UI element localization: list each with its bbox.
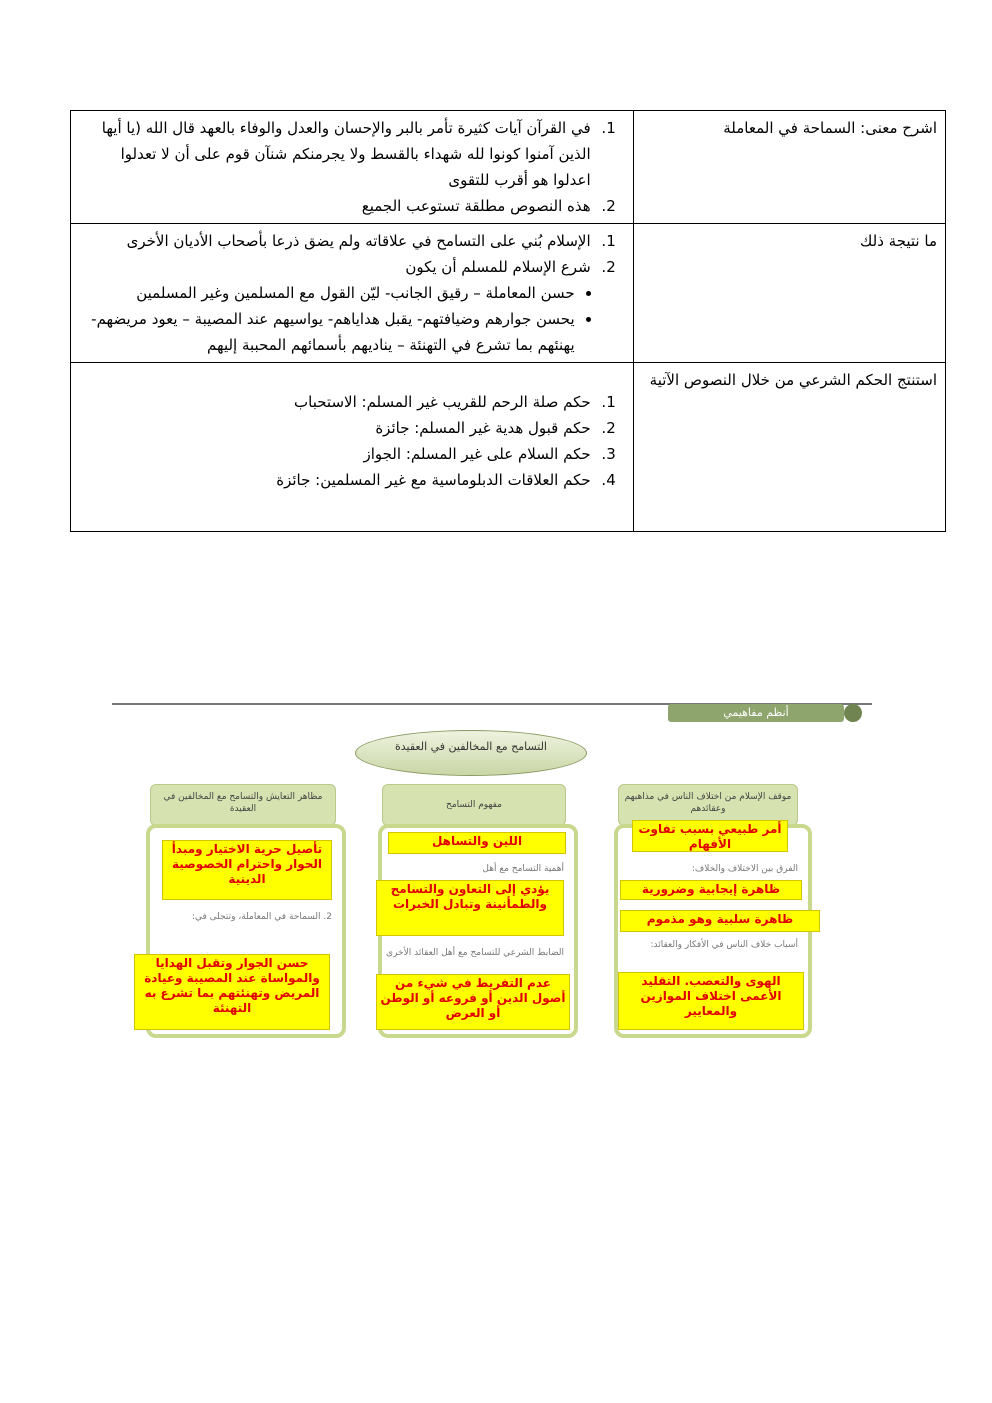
table-row — [71, 363, 946, 532]
highlight-answer: اللين والتساهل — [388, 832, 566, 854]
highlight-answer: ظاهرة سلبية وهو مذموم — [620, 910, 820, 932]
highlight-answer: تأصيل حرية الاختيار ومبدأ الحوار واحترام الخصوصية الدينية — [162, 840, 332, 900]
concept-map-brand: أنظم مفاهيمي — [668, 704, 844, 722]
header-right: موقف الإسلام من اختلاف الناس في مذاهبهم وعقائدهم — [618, 784, 798, 826]
answer-item: 1. الإسلام بُني على التسامح في علاقاته ولم يضق ذرعا بأصحاب الأديان الأخرى — [79, 228, 597, 254]
faint-text: 2. السماحة في المعاملة، وتتجلى في: — [191, 912, 332, 922]
header-left: مظاهر التعايش والتسامح مع المخالفين في العقيدة — [150, 784, 336, 826]
faint-text: الضابط الشرعي للتسامح مع أهل العقائد الأخرى — [386, 948, 564, 958]
question-text: اشرح معنى: السماحة في المعاملة — [723, 119, 937, 137]
answer-item — [79, 254, 597, 280]
faint-text: أهمية التسامح مع أهل — [482, 864, 564, 874]
answer-item-text: شرع الإسلام للمسلم أن يكون — [405, 258, 591, 276]
question-text: ما نتيجة ذلك — [860, 232, 937, 250]
faint-text: الفرق بين الاختلاف والخلاف: — [691, 864, 798, 874]
bullet-item: • حسن المعاملة – رقيق الجانب- ليّن القول مع المسلمين وغير المسلمين — [79, 280, 575, 306]
highlight-answer: ظاهرة إيجابية وضرورية — [620, 880, 802, 900]
highlight-answer: عدم التفريط في شيء من أصول الدين أو فروعه أو الوطن أو العرض — [376, 974, 570, 1030]
highlight-answer: أمر طبيعي بسبب تفاوت الأفهام — [632, 820, 788, 852]
gear-icon — [844, 704, 862, 722]
answer-item: 1. في القرآن آيات كثيرة تأمر بالبر والإحسان والعدل والوفاء بالعهد قال الله (يا أيها الذين آمنوا كونوا لله شهداء بالقسط ولا يجرمنكم شنآن قوم على أن لا تعدلوا اعدلوا هو أقرب للتقوى — [79, 115, 597, 193]
question-cell — [633, 363, 945, 532]
question-cell — [633, 111, 945, 224]
highlight-answer: يؤدي إلى التعاون والتسامح والطمأنينة وتبادل الخبرات — [376, 880, 564, 936]
qa-table — [70, 110, 946, 532]
concept-map-center: التسامح مع المخالفين في العقيدة — [355, 730, 587, 776]
answer-item: 3. حكم السلام على غير المسلم: الجواز — [79, 441, 597, 467]
table-row — [71, 224, 946, 363]
highlight-answer: الهوى والتعصب. التقليد الأعمى اختلاف الموازين والمعايير — [618, 972, 804, 1030]
answer-cell — [71, 224, 634, 363]
answer-cell — [71, 363, 634, 532]
question-cell — [633, 224, 945, 363]
answer-item: 2. حكم قبول هدية غير المسلم: جائزة — [79, 415, 597, 441]
header-middle: مفهوم التسامح — [382, 784, 566, 826]
bullet-item: • يحسن جوارهم وضيافتهم- يقبل هداياهم- يواسيهم عند المصيبة – يعود مريضهم- يهنئهم بما تشرع في التهنئة – يناديهم بأسمائهم المحببة إليهم — [79, 306, 575, 358]
question-text: استنتج الحكم الشرعي من خلال النصوص الآتية — [649, 371, 937, 389]
concept-map — [110, 700, 874, 1045]
faint-text: أسباب خلاف الناس في الأفكار والعقائد: — [650, 940, 798, 950]
answer-item: 4. حكم العلاقات الدبلوماسية مع غير المسلمين: جائزة — [79, 467, 597, 493]
highlight-answer: حسن الجوار وتقبل الهدايا والمواساة عند المصيبة وعيادة المريض وتهنئتهم بما تشرع به التهنئة — [134, 954, 330, 1030]
answer-cell — [71, 111, 634, 224]
table-row — [71, 111, 946, 224]
answer-item: 1. حكم صلة الرحم للقريب غير المسلم: الاستحباب — [79, 389, 597, 415]
answer-item: 2. هذه النصوص مطلقة تستوعب الجميع — [79, 193, 597, 219]
